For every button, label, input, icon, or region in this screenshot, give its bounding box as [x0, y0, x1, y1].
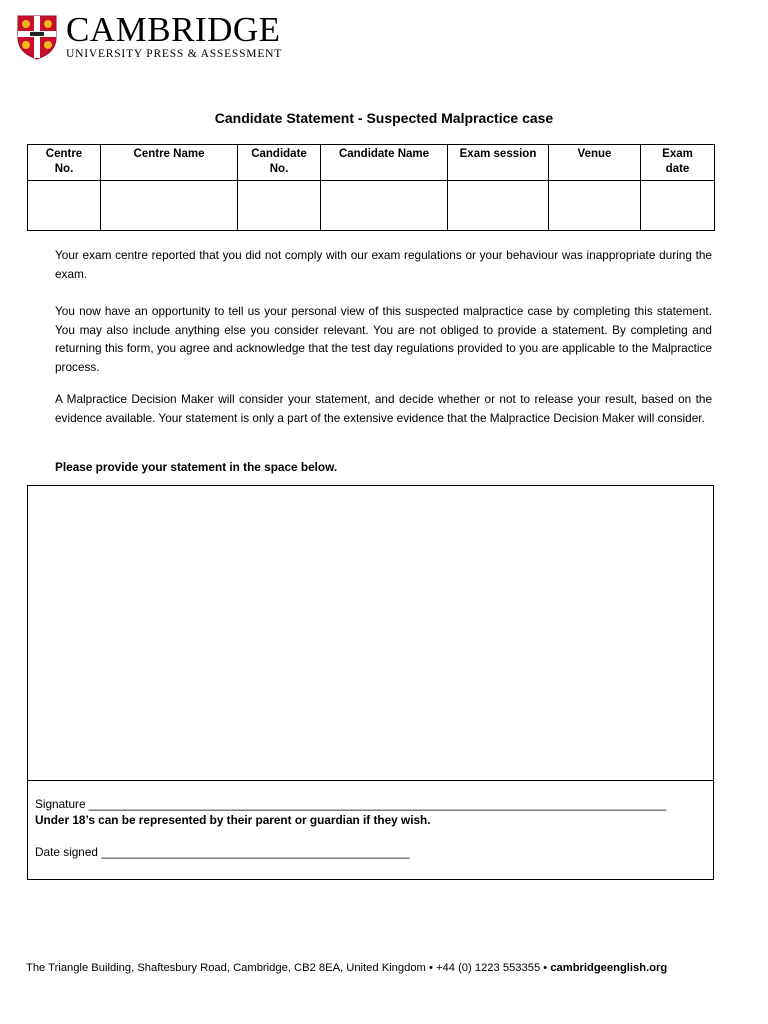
header-venue — [549, 145, 641, 181]
candidate-name-cell[interactable] — [321, 181, 448, 231]
footer-address: The Triangle Building, Shaftesbury Road, Cambridge, CB2 8EA, United Kingdom • +44 (0) 1223 553355 • — [26, 962, 551, 974]
signature-field[interactable]: Signature ________________________________________________________________________________________ — [35, 797, 667, 811]
decision-maker-paragraph: A Malpractice Decision Maker will consider your statement, and decide whether or not to release your result, based on the evidence available. Your statement is only a part of the extensive evidence that the Malpractice Decision Maker will consider. — [55, 392, 712, 425]
intro-paragraph: Your exam centre reported that you did not comply with our exam regulations or your behaviour was inappropriate during the exam. — [55, 248, 712, 281]
under18-note: Under 18’s can be represented by their parent or guardian if they wish. — [35, 813, 431, 827]
table-header-row — [28, 145, 715, 181]
header-label: Candidate Name — [338, 148, 430, 160]
footer — [26, 962, 667, 974]
exam-session-cell[interactable] — [448, 181, 549, 231]
candidate-info-table — [27, 144, 715, 231]
date-signed-field[interactable]: Date signed _______________________________________________ — [35, 845, 410, 859]
opportunity-paragraph: You now have an opportunity to tell us your personal view of this suspected malpractice case by completing this statement. You may also include anything else you consider relevant. You are not obliged to provide a statement. By completing and returning this form, you agree and acknowledge that the test day regulations provided to you are applicable to the Malpractice process. — [55, 304, 712, 375]
statement-instruction: Please provide your statement in the space below. — [55, 460, 338, 474]
header-label: Exam session — [459, 148, 537, 160]
header-exam-date — [641, 145, 715, 181]
header-label: Centre Name — [133, 148, 205, 160]
header-label: Centre No. — [45, 148, 83, 175]
centre-name-cell[interactable] — [101, 181, 238, 231]
header-exam-session — [448, 145, 549, 181]
logo-subtitle: UNIVERSITY PRESS & ASSESSMENT — [66, 48, 283, 60]
footer-website-link[interactable]: cambridgeenglish.org — [550, 962, 668, 974]
table-row — [28, 181, 715, 231]
header-label: Exam date — [662, 148, 693, 175]
centre-no-cell[interactable] — [28, 181, 101, 231]
cambridge-logo — [16, 10, 283, 60]
cambridge-shield-icon — [16, 14, 58, 60]
header-centre-name — [101, 145, 238, 181]
document-title: Candidate Statement - Suspected Malpractice case — [214, 110, 554, 126]
statement-text-area[interactable] — [27, 485, 714, 781]
header-label: Candidate No. — [251, 148, 307, 175]
venue-cell[interactable] — [549, 181, 641, 231]
header-centre-no — [28, 145, 101, 181]
candidate-no-cell[interactable] — [238, 181, 321, 231]
header-candidate-no — [238, 145, 321, 181]
header-candidate-name — [321, 145, 448, 181]
logo-wordmark: CAMBRIDGE — [66, 10, 281, 49]
header-label: Venue — [577, 148, 612, 160]
exam-date-cell[interactable] — [641, 181, 715, 231]
signature-section — [27, 779, 714, 880]
